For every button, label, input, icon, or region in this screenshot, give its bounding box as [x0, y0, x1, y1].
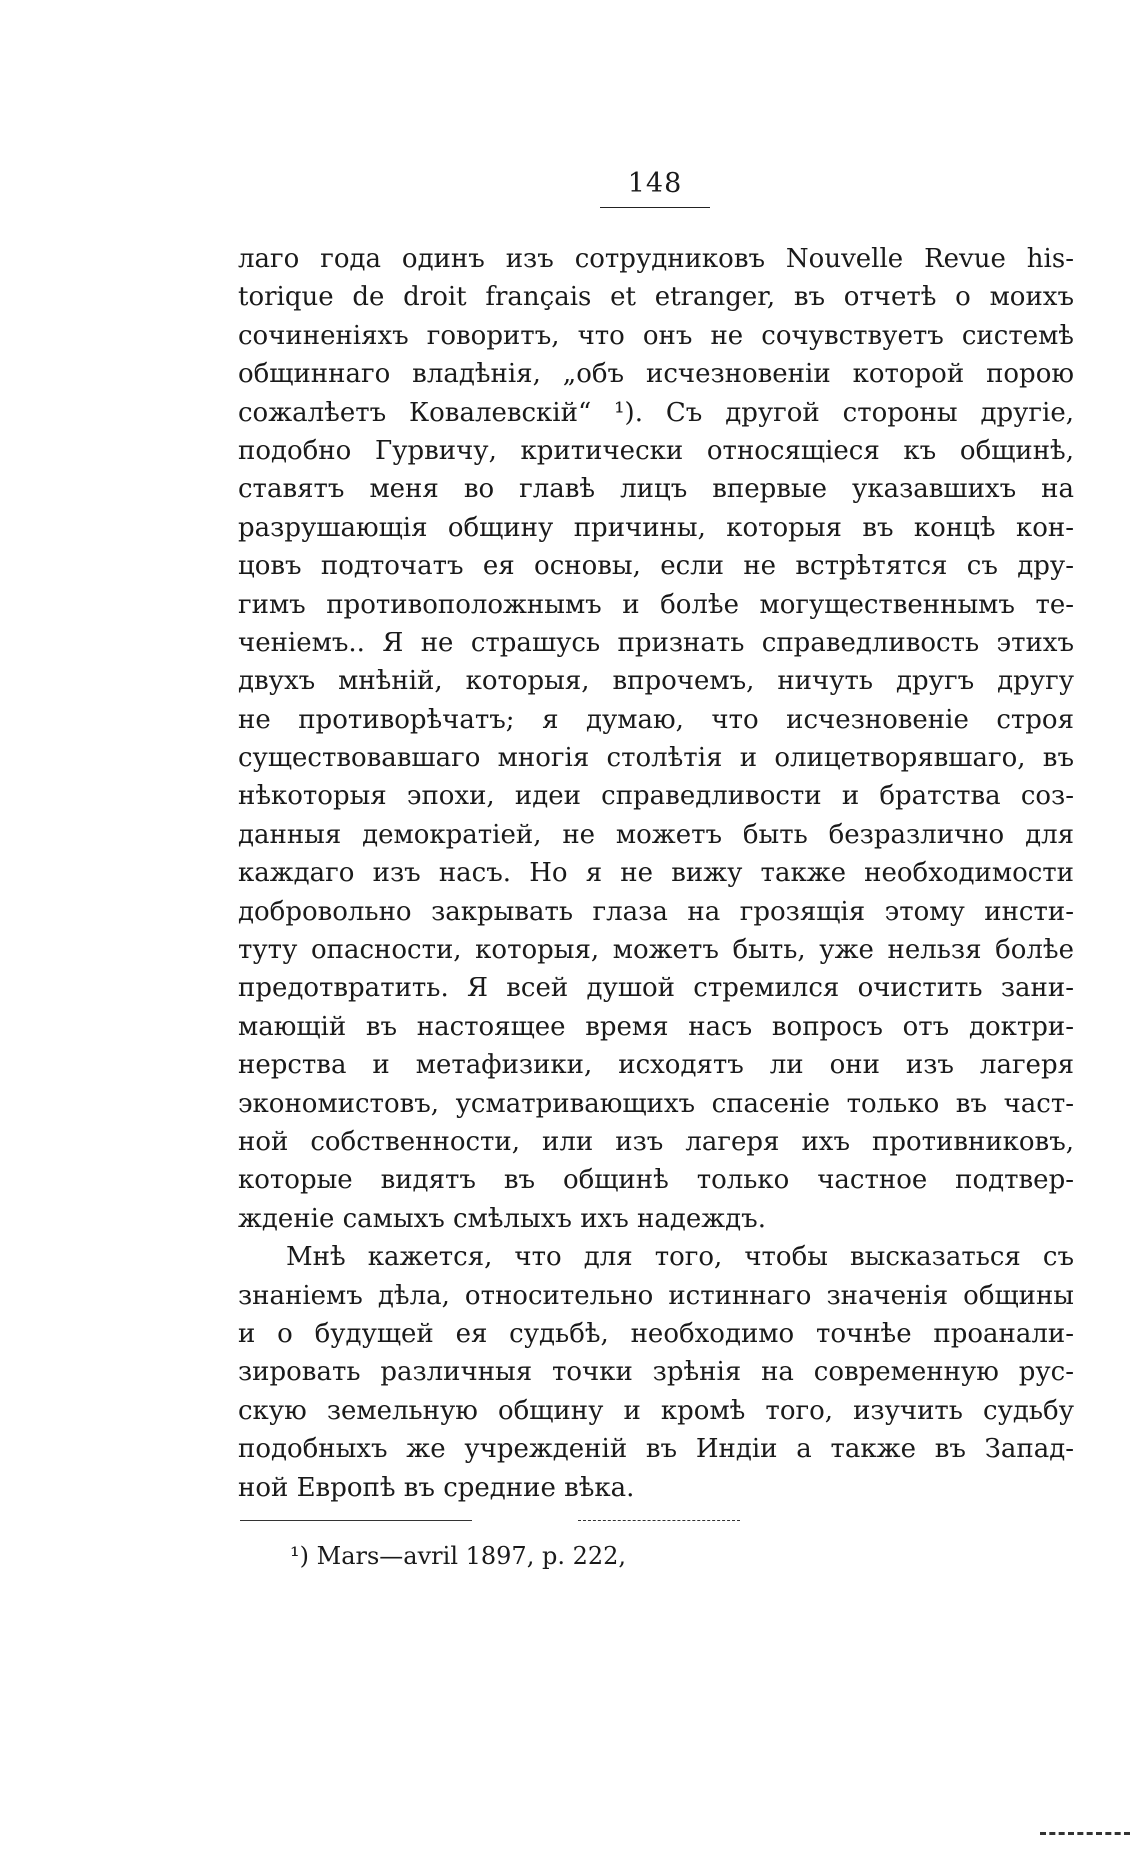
text-line: зировать различныя точки зрѣнiя на современную рус-: [238, 1357, 1074, 1388]
footnote: [290, 1542, 626, 1570]
text-line: лаго года одинъ изъ сотрудниковъ Nouvelle Revue his-: [238, 244, 1074, 274]
text-line: данныя демократiей, не можетъ быть безразлично для: [238, 819, 1074, 850]
text-line: общиннаго владѣнiя, „объ исчезновенiи которой порою: [238, 359, 1074, 390]
text-line: добровольно закрывать глаза на грозящiя этому инсти-: [238, 896, 1074, 927]
text-line: жденiе самыхъ смѣлыхъ ихъ надеждъ.: [238, 1203, 766, 1234]
text-line: ставятъ меня во главѣ лицъ впервые указавшихъ на: [238, 474, 1074, 505]
text-line: нѣкоторыя эпохи, идеи справедливости и братства соз-: [238, 781, 1074, 812]
footnote-divider-left: [240, 1520, 472, 1521]
body-text: [238, 240, 1074, 1507]
text-line: подобныхъ же учрежденiй въ Индiи а также въ Запад-: [238, 1434, 1074, 1465]
text-line: которые видятъ въ общинѣ только частное подтвер-: [238, 1165, 1074, 1196]
paragraph-first-line: Мнѣ кажется, что для того, чтобы высказаться съ: [286, 1242, 1074, 1273]
text-line: гимъ противоположнымъ и болѣе могущественнымъ те-: [238, 589, 1074, 620]
text-line: существовавшаго многiя столѣтiя и олицетворявшаго, въ: [238, 743, 1074, 774]
text-line: цовъ подточатъ ея основы, если не встрѣтятся съ дру-: [238, 551, 1074, 582]
page-number-rule: [600, 207, 710, 208]
text-line: знанiемъ дѣла, относительно истиннаго значенiя общины: [238, 1280, 1074, 1311]
text-line: ченiемъ.. Я не страшусь признать справедливость этихъ: [238, 627, 1074, 658]
page-number: 148: [627, 168, 683, 199]
text-line: сожалѣетъ Ковалевскiй“ ¹). Съ другой стороны другiе,: [238, 397, 1074, 428]
footnote-text: Mars—avril 1897, p. 222,: [316, 1542, 627, 1570]
text-line: экономистовъ, усматривающихъ спасенiе только въ част-: [238, 1088, 1074, 1119]
text-line: torique de droit français et etranger, въ отчетѣ о моихъ: [238, 282, 1074, 313]
text-line: нерства и метафизики, исходятъ ли они изъ лагеря: [238, 1050, 1074, 1081]
text-line: разрушающiя общину причины, которыя въ концѣ кон-: [238, 512, 1074, 543]
text-line: сочиненiяхъ говоритъ, что онъ не сочувствуетъ системѣ: [238, 320, 1074, 351]
footnote-marker: ¹): [290, 1542, 309, 1570]
text-line: ной собственности, или изъ лагеря ихъ противниковъ,: [238, 1126, 1074, 1157]
text-line: подобно Гурвичу, критически относящiеся къ общинѣ,: [238, 435, 1074, 466]
footnote-divider-right: [578, 1520, 740, 1521]
text-line: туту опасности, которыя, можетъ быть, уже нельзя болѣе: [238, 935, 1074, 966]
text-line: не противорѣчатъ; я думаю, что исчезновенiе строя: [238, 704, 1074, 735]
text-line: скую земельную общину и кромѣ того, изучить судьбу: [238, 1395, 1074, 1426]
scan-edge-mark: [1040, 1832, 1130, 1835]
text-line: двухъ мнѣнiй, которыя, впрочемъ, ничуть другъ другу: [238, 666, 1074, 697]
text-line: предотвратить. Я всей душой стремился очистить зани-: [238, 973, 1074, 1004]
text-line: ной Европѣ въ средние вѣка.: [238, 1472, 635, 1503]
text-line: и о будущей ея судьбѣ, необходимо точнѣе проанали-: [238, 1318, 1074, 1349]
text-line: мающiй въ настоящее время насъ вопросъ отъ доктри-: [238, 1011, 1074, 1042]
text-line: каждаго изъ насъ. Но я не вижу также необходимости: [238, 858, 1074, 889]
